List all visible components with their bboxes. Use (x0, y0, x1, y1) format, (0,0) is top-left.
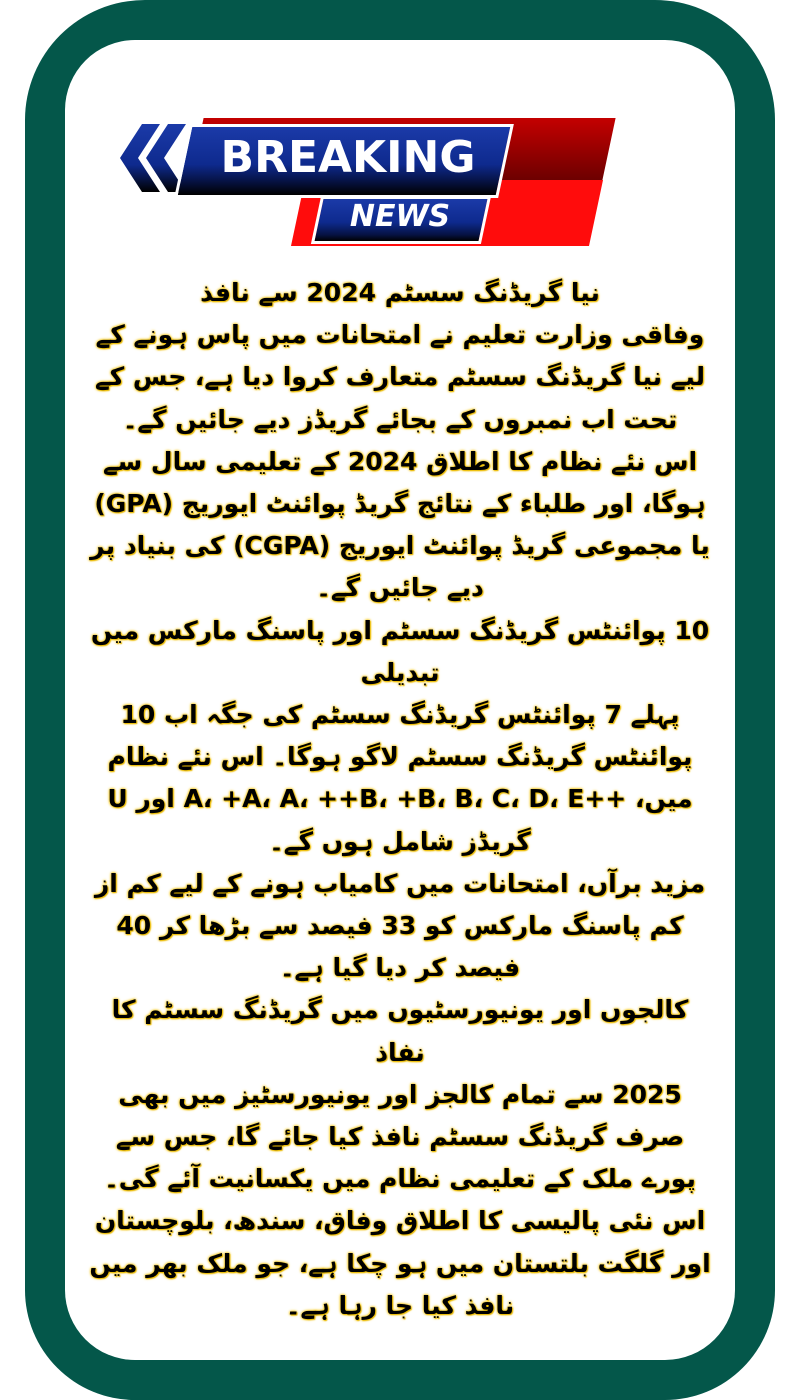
article-paragraph: اس نئے نظام کا اطلاق 2024 کے تعلیمی سال سے ہوگا، اور طلباء کے نتائج گریڈ پوائنٹ ایوریج (GPA) یا مجموعی گریڈ پوائنٹ ایوریج (CGPA) کی بنیاد پر دیے جائیں گے۔ (90, 446, 710, 603)
article-paragraph: مزید برآں، امتحانات میں کامیاب ہونے کے لیے کم از کم پاسنگ مارکس کو 33 فیصد سے بڑھا کر 40 فیصد کر دیا گیا ہے۔ (94, 868, 706, 983)
breaking-news-banner (120, 116, 605, 251)
article-paragraph: 2025 سے تمام کالجز اور یونیورسٹیز میں بھی صرف گریڈنگ سسٹم نافذ کیا جائے گا، جس سے پورے ملک کے تعلیمی نظام میں یکسانیت آئے گی۔ اس نئی پالیسی کا اطلاق وفاق، سندھ، بلوچستان اور گلگت بلتستان میں ہو چکا ہے، جو ملک بھر میں نافذ کیا جا رہا ہے۔ (89, 1079, 711, 1320)
article-title: نیا گریڈنگ سسٹم 2024 سے نافذ (200, 278, 600, 307)
article-paragraph: پہلے 7 پوائنٹس گریڈنگ سسٹم کی جگہ اب 10 پوائنٹس گریڈنگ سسٹم لاگو ہوگا۔ اس نئے نظام میں، ++A، +A، A، ++B، +B، B، C، D، E اور U گریڈز شامل ہوں گے۔ (107, 700, 693, 856)
article-paragraph: وفاقی وزارت تعلیم نے امتحانات میں پاس ہونے کے لیے نیا گریڈنگ سسٹم متعارف کروا دیا ہے، جس کے تحت اب نمبروں کے بجائے گریڈز دیے جائیں گے۔ (94, 320, 706, 434)
article-subheading: 10 پوائنٹس گریڈنگ سسٹم اور پاسنگ مارکس میں تبدیلی (90, 615, 710, 687)
banner-breaking-text: BREAKING (220, 132, 476, 183)
banner-news-text: NEWS (349, 199, 451, 234)
article-subheading: کالجوں اور یونیورسٹیوں میں گریڈنگ سسٹم کا نفاذ (111, 995, 689, 1067)
news-article (88, 272, 712, 1327)
